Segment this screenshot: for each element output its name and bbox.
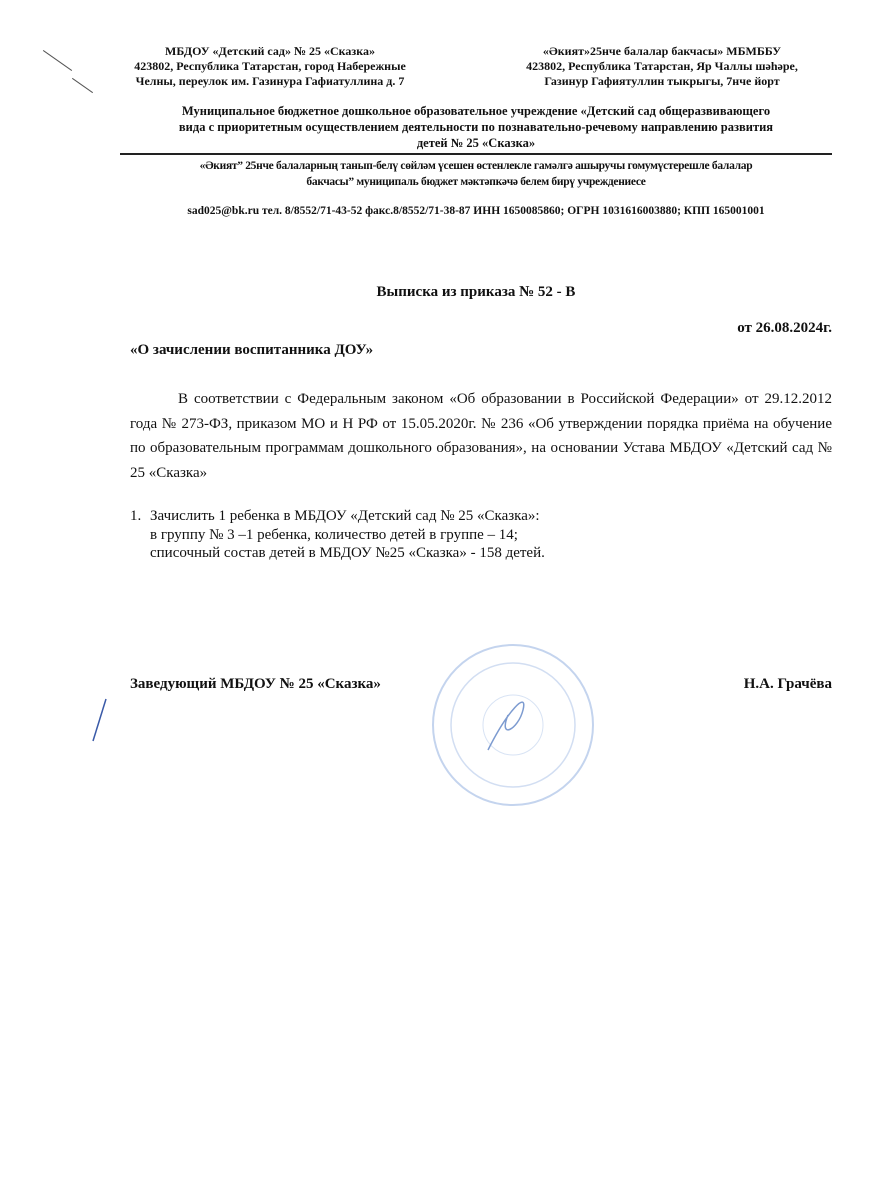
- institution-tatar-name: [120, 158, 832, 190]
- document-body: [120, 0, 832, 693]
- signature-row: [130, 675, 832, 693]
- document-date: от 26.08.2024г.: [737, 320, 832, 336]
- document-subject: «О зачислении воспитанника ДОУ»: [130, 342, 374, 358]
- scan-artifact: [72, 78, 93, 93]
- institution-full-name: [120, 103, 832, 151]
- header-left-line: 423802, Республика Татарстан, город Набережные: [134, 59, 406, 73]
- item-line: списочный состав детей в МБДОУ №25 «Сказка» - 158 детей.: [150, 545, 545, 561]
- institution-line: детей № 25 «Сказка»: [416, 136, 536, 150]
- header-row: [120, 44, 832, 89]
- institution-line: вида с приоритетным осуществлением деятельности по познавательно-речевому направлению развития: [178, 120, 774, 134]
- item-line: в группу № 3 –1 ребенка, количество детей в группе – 14;: [150, 526, 518, 543]
- order-item: [130, 507, 832, 563]
- header-right-line: Газинур Гафиятуллин тыкрыгы, 7нче йорт: [544, 74, 780, 88]
- item-number: 1.: [130, 508, 142, 524]
- signatory-name: Н.А. Грачёва: [743, 675, 832, 692]
- header-right-line: 423802, Республика Татарстан, Яр Чаллы шәһәре,: [526, 59, 798, 73]
- contacts: sad025@bk.ru тел. 8/8552/71-43-52 факс.8/8552/71-38-87 ИНН 1650085860; ОГРН 1031616003880; КПП 165001001: [187, 205, 765, 217]
- institution-tatar-line: бакчасы” муниципаль бюджет мәктәпкәчә белем бирү учреждениесе: [306, 176, 646, 188]
- document-title: Выписка из приказа № 52 - В: [376, 284, 576, 300]
- scan-artifact: [43, 50, 72, 71]
- header-left: [120, 44, 420, 89]
- signature-mark-icon: [90, 695, 110, 745]
- header-left-line: Челны, переулок им. Газинура Гафиатуллина д. 7: [135, 74, 405, 88]
- header-left-line: МБДОУ «Детский сад» № 25 «Сказка»: [165, 44, 375, 58]
- item-line: Зачислить 1 ребенка в МБДОУ «Детский сад № 25 «Сказка»:: [150, 508, 540, 524]
- header-right-line: «Әкият»25нче балалар бакчасы» МБМББУ: [542, 44, 782, 58]
- header-divider: [120, 153, 832, 155]
- institution-tatar-line: «Әкият” 25нче балаларның танып-белү сөйләм үсешен өстенлекле гамәлгә ашыручы гомумүстерешле балалар: [199, 160, 753, 172]
- signatory-title: Заведующий МБДОУ № 25 «Сказка»: [130, 675, 381, 692]
- preamble: В соответствии с Федеральным законом «Об образовании в Российской Федерации» от 29.12.2012 года № 273-ФЗ, приказом МО и Н РФ от 15.05.2020г. № 236 «Об утверждении порядка приёма на обучение по образовательным программам дошкольного образования», на основании Устава МБДОУ «Детский сад № 25 «Сказка»: [130, 391, 832, 481]
- institution-line: Муниципальное бюджетное дошкольное образовательное учреждение «Детский сад общеразвивающего: [181, 104, 771, 118]
- header-right: [492, 44, 832, 89]
